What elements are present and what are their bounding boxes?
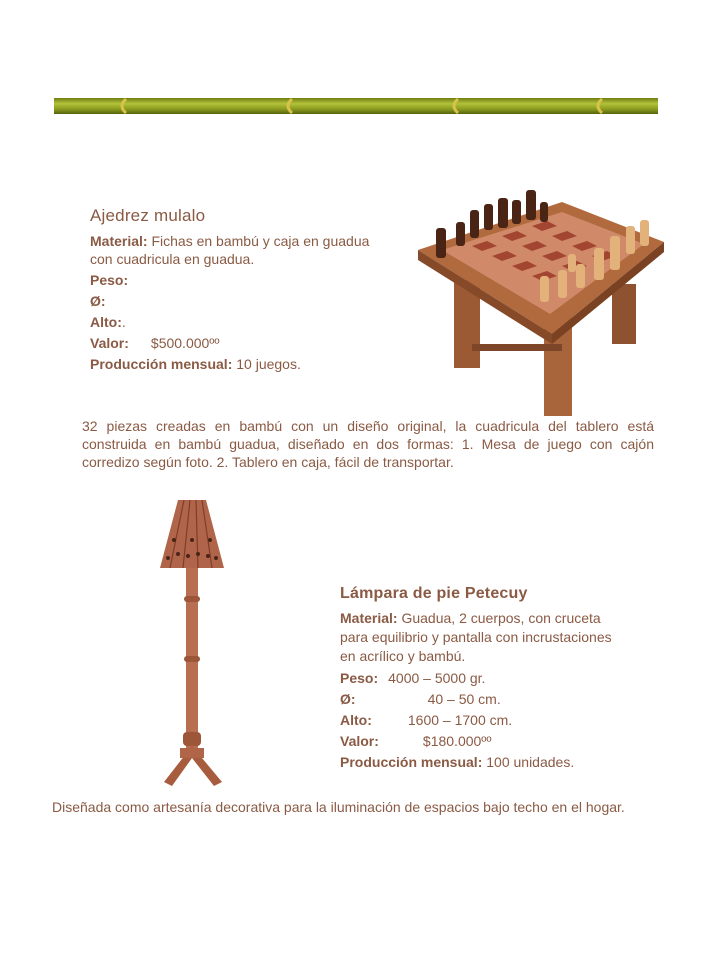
chess-prod	[90, 355, 420, 373]
lamp-valor-label: Valor:	[340, 733, 379, 749]
lamp-peso-value: 4000 – 5000 gr.	[388, 670, 486, 686]
lamp-title: Lámpara de pie Petecuy	[340, 585, 528, 602]
lamp-valor	[340, 732, 670, 750]
lamp-alto-label: Alto:	[340, 712, 372, 728]
lamp-material-value: Guadua, 2 cuerpos, con cruceta	[401, 610, 601, 626]
lamp-material-value2: para equilibrio y pantalla con incrustaciones	[340, 629, 612, 645]
chess-prod-label: Producción mensual:	[90, 356, 233, 372]
lamp-material-label: Material:	[340, 610, 398, 626]
chess-valor-label: Valor:	[90, 335, 129, 351]
lamp-alto	[340, 711, 670, 729]
lamp-material	[340, 609, 670, 666]
chess-material-label: Material:	[90, 233, 148, 249]
lamp-diam-label: Ø:	[340, 691, 356, 707]
chess-alto-label: Alto:	[90, 314, 122, 330]
lamp-image	[156, 496, 230, 796]
chess-prod-value: 10 juegos.	[236, 356, 301, 372]
lamp-prod	[340, 753, 670, 771]
chess-valor-value: $500.000ºº	[150, 335, 220, 351]
chess-diam-label: Ø:	[90, 293, 106, 309]
chess-info	[90, 206, 420, 376]
lamp-info	[340, 585, 670, 774]
chess-valor	[90, 334, 420, 352]
chess-material-value: Fichas en bambú y caja en guadua	[151, 233, 370, 249]
chess-alto	[90, 313, 420, 331]
lamp-valor-value: $180.000ºº	[422, 733, 492, 749]
lamp-material-value3: en acrílico y bambú.	[340, 648, 466, 664]
chess-material	[90, 232, 420, 268]
lamp-description: Diseñada como artesanía decorativa para la iluminación de espacios bajo techo en el hogar.	[52, 799, 625, 815]
lamp-alto-value: 1600 – 1700 cm.	[407, 712, 513, 728]
chess-material-value2: con cuadricula en guadua.	[90, 251, 255, 267]
chess-diam	[90, 292, 420, 310]
chess-table-image	[412, 184, 668, 418]
lamp-peso	[340, 669, 670, 687]
bamboo-divider	[54, 97, 658, 115]
lamp-prod-value: 100 unidades.	[486, 754, 575, 770]
chess-peso	[90, 271, 420, 289]
lamp-diam	[340, 690, 670, 708]
chess-description: 32 piezas creadas en bambú con un diseño original, la cuadricula del tablero está construida en bambú guadua, diseñado en dos formas: 1. Mesa de juego con cajón corredizo según foto. 2. Tablero en caja, fácil de transportar.	[82, 418, 654, 470]
chess-title: Ajedrez mulalo	[90, 206, 206, 225]
lamp-peso-label: Peso:	[340, 670, 379, 686]
lamp-diam-value: 40 – 50 cm.	[427, 691, 501, 707]
chess-peso-label: Peso:	[90, 272, 129, 288]
chess-alto-value: .	[121, 314, 126, 330]
lamp-prod-label: Producción mensual:	[340, 754, 483, 770]
